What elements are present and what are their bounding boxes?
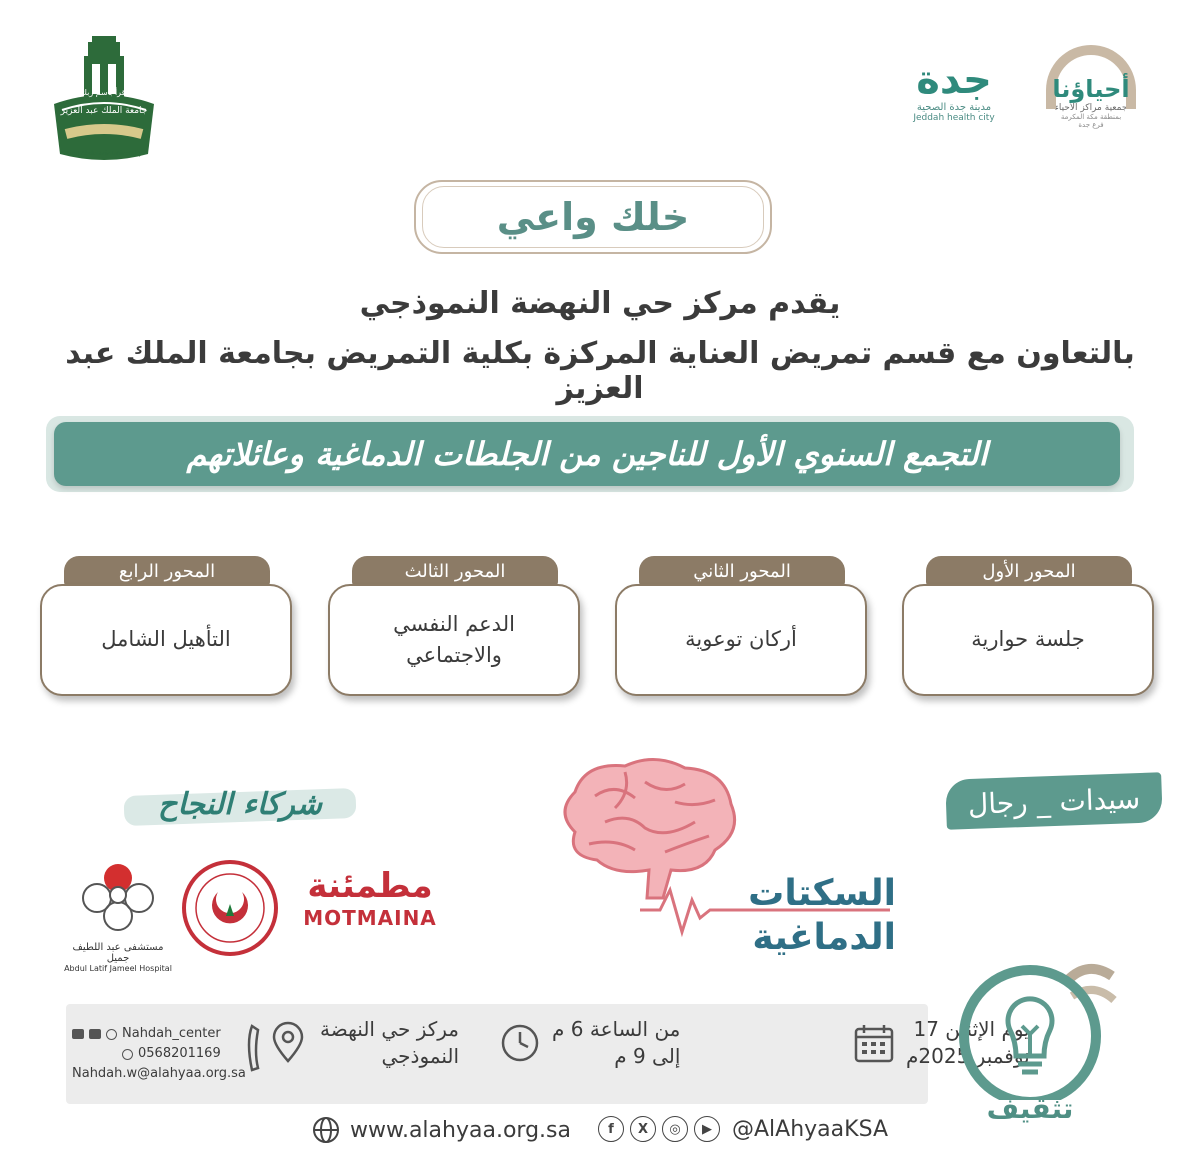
ahyaa-logo (1035, 45, 1147, 157)
kau-arabic-name: جامعة الملك عبد العزيز (60, 106, 148, 116)
jeddah-health-city-logo (895, 58, 1013, 138)
kau-emblem-icon (48, 34, 160, 166)
calendar-icon (852, 1021, 896, 1065)
event-place-line1: مركز حي النهضة (320, 1017, 460, 1041)
title-frame (422, 186, 764, 248)
event-place (266, 1016, 459, 1070)
motmaina-arabic: مطمئنة (307, 866, 433, 906)
instagram-icon (106, 1029, 117, 1040)
youtube-icon (72, 1029, 84, 1039)
intro-line-2: بالتعاون مع قسم تمريض العناية المركزة بكلية التمريض بجامعة الملك عبد العزيز (65, 336, 1135, 406)
page-title: خلك واعي (496, 195, 690, 239)
red-crescent-partner-logo (180, 858, 280, 958)
twitter-icon (89, 1029, 101, 1039)
event-banner-text: التجمع السنوي الأول للناجين من الجلطات الدماغية وعائلاتهم (186, 435, 988, 473)
phone-icon (244, 1022, 274, 1076)
clock-icon (498, 1021, 542, 1065)
axis-text-1: جلسة حوارية (902, 584, 1154, 696)
ahyaa-logo-line3: فرع جدة (1078, 121, 1104, 129)
contact-block (72, 1024, 246, 1084)
axis-card-1 (902, 556, 1156, 700)
event-date-line1: يوم الإثنين 17 (913, 1017, 1030, 1041)
axis-tab-4: المحور الرابع (64, 556, 270, 586)
motmaina-partner-logo (302, 866, 438, 930)
axis-text-4: التأهيل الشامل (40, 584, 292, 696)
tathqeef-logo (948, 960, 1148, 1140)
axis-text-3: الدعم النفسي والاجتماعي (328, 584, 580, 696)
social-handle[interactable]: Nahdah_center (122, 1026, 221, 1041)
intro-line-1: يقدم مركز حي النهضة النموذجي (359, 286, 841, 321)
youtube-icon[interactable]: ▶ (694, 1116, 720, 1142)
phone-number[interactable]: 0568201169 (138, 1046, 221, 1062)
event-banner (54, 422, 1120, 486)
x-icon[interactable]: X (630, 1116, 656, 1142)
email-row (72, 1064, 246, 1084)
phone-row (72, 1044, 232, 1064)
axis-card-3 (328, 556, 582, 700)
ahyaa-logo-line2: بمنطقة مكة المكرمة (1060, 113, 1122, 121)
kau-english-name: King Abdulaziz University (65, 150, 143, 157)
social-row (72, 1024, 232, 1044)
event-time-line1: من الساعة 6 م (552, 1017, 681, 1041)
motmaina-english: MOTMAINA (303, 906, 437, 930)
jeddah-logo-arabic: مدينة جدة الصحية (916, 102, 992, 113)
partners-heading (120, 782, 360, 826)
kau-logo (48, 34, 160, 166)
strokes-title-line1: السكتات (748, 873, 896, 914)
axis-card-2 (615, 556, 869, 700)
axis-tab-2: المحور الثاني (639, 556, 845, 586)
ahyaa-logo-word: أحياؤنا (1052, 75, 1130, 103)
audience-badge: سيدات _ رجال (945, 772, 1163, 830)
red-crescent-seal-icon (180, 858, 280, 958)
facebook-icon[interactable]: f (598, 1116, 624, 1142)
email-address[interactable]: Nahdah.w@alahyaa.org.sa (72, 1066, 246, 1082)
globe-icon (312, 1116, 340, 1144)
social-handle-link[interactable]: @AlAhyaaKSA (732, 1116, 888, 1142)
event-time (498, 1016, 680, 1070)
hospital-name-arabic: مستشفى عبد اللطيف جميل (72, 942, 164, 964)
axis-card-4 (40, 556, 294, 700)
partners-heading-text: شركاء النجاح (157, 786, 323, 822)
axis-tab-1: المحور الأول (926, 556, 1132, 586)
ahyaa-logo-line1: جمعية مراكز الأحياء (1054, 103, 1128, 113)
kau-motto: اقرأ باسم ربك (80, 88, 128, 97)
event-date-line2: نوفمبر 2025م (906, 1044, 1030, 1068)
axis-tab-3: المحور الثالث (352, 556, 558, 586)
jeddah-logo-word: جدة (916, 57, 992, 103)
axis-text-2: أركان توعوية (615, 584, 867, 696)
tathqeef-word: تثقيف (986, 1092, 1074, 1125)
jeddah-logo-english: Jeddah health city (913, 113, 995, 123)
website-link[interactable]: www.alahyaa.org.sa (350, 1117, 571, 1143)
footer-social (598, 1116, 888, 1142)
hospital-name-english: Abdul Latif Jameel Hospital (64, 964, 172, 973)
strokes-title-line2: الدماغية (752, 917, 896, 958)
instagram-icon[interactable]: ◎ (662, 1116, 688, 1142)
event-time-line2: إلى 9 م (614, 1044, 681, 1068)
hospital-logo-icon (75, 852, 161, 938)
hospital-partner-logo (62, 852, 174, 972)
whatsapp-icon (122, 1049, 133, 1060)
strokes-title (726, 872, 896, 960)
event-place-line2: النموذجي (381, 1044, 460, 1068)
footer-website (312, 1116, 571, 1144)
lightbulb-icon (948, 960, 1148, 1100)
